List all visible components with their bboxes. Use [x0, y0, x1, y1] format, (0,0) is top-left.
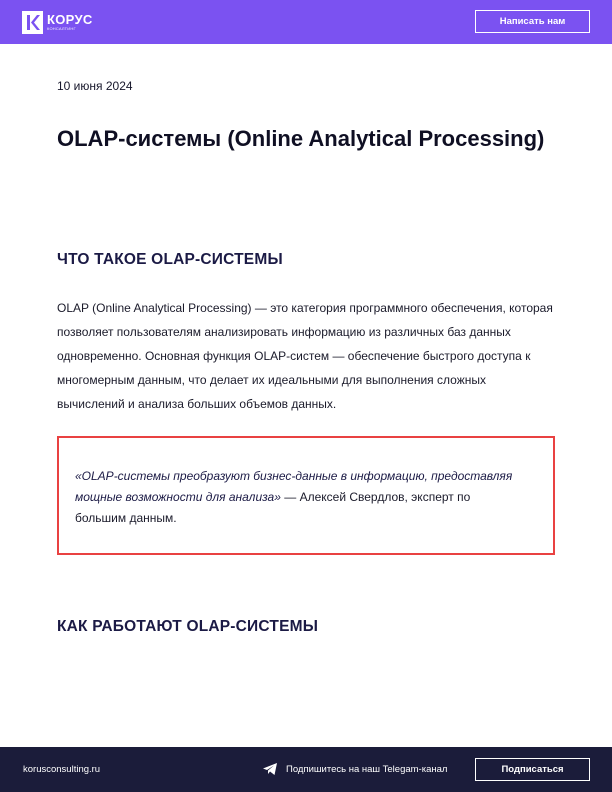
- footer-site-link[interactable]: korusconsulting.ru: [23, 764, 101, 775]
- site-footer: [0, 747, 612, 792]
- telegram-subscribe-text[interactable]: Подпишитесь на наш Telegam-канал: [286, 764, 448, 775]
- subscribe-button[interactable]: Подписаться: [475, 758, 590, 781]
- quote-author: — Алексей Свердлов, эксперт по большим данным.: [75, 490, 471, 525]
- article-date: 10 июня 2024: [57, 79, 133, 93]
- site-header: [0, 0, 612, 44]
- logo-name: КОРУС: [47, 12, 93, 27]
- korus-logo[interactable]: [22, 10, 93, 34]
- logo-subtitle: КОНСАЛТИНГ: [47, 26, 76, 31]
- contact-us-button[interactable]: Написать нам: [475, 10, 590, 33]
- telegram-icon[interactable]: [262, 761, 278, 777]
- quote: [75, 466, 515, 529]
- section-heading-what-is: ЧТО ТАКОЕ OLAP-СИСТЕМЫ: [57, 251, 283, 268]
- korus-logo-icon: [22, 11, 43, 34]
- article-title: OLAP-системы (Online Analytical Processing): [57, 126, 545, 151]
- section-heading-how-works: КАК РАБОТАЮТ OLAP-СИСТЕМЫ: [57, 618, 319, 635]
- quote-italic-text: «OLAP-системы преобразуют бизнес-данные в информацию, предоставляя мощные возможности для анализа»: [75, 469, 513, 504]
- section-paragraph: OLAP (Online Analytical Processing) — это категория программного обеспечения, которая позволяет пользователям анализировать информацию из различных баз данных одновременно. Основная функция OLAP-систем — обеспечение быстрого доступа к многомерным данным, что делает их идеальными для выполнения сложных вычислений и анализа больших объемов данных.: [57, 301, 553, 411]
